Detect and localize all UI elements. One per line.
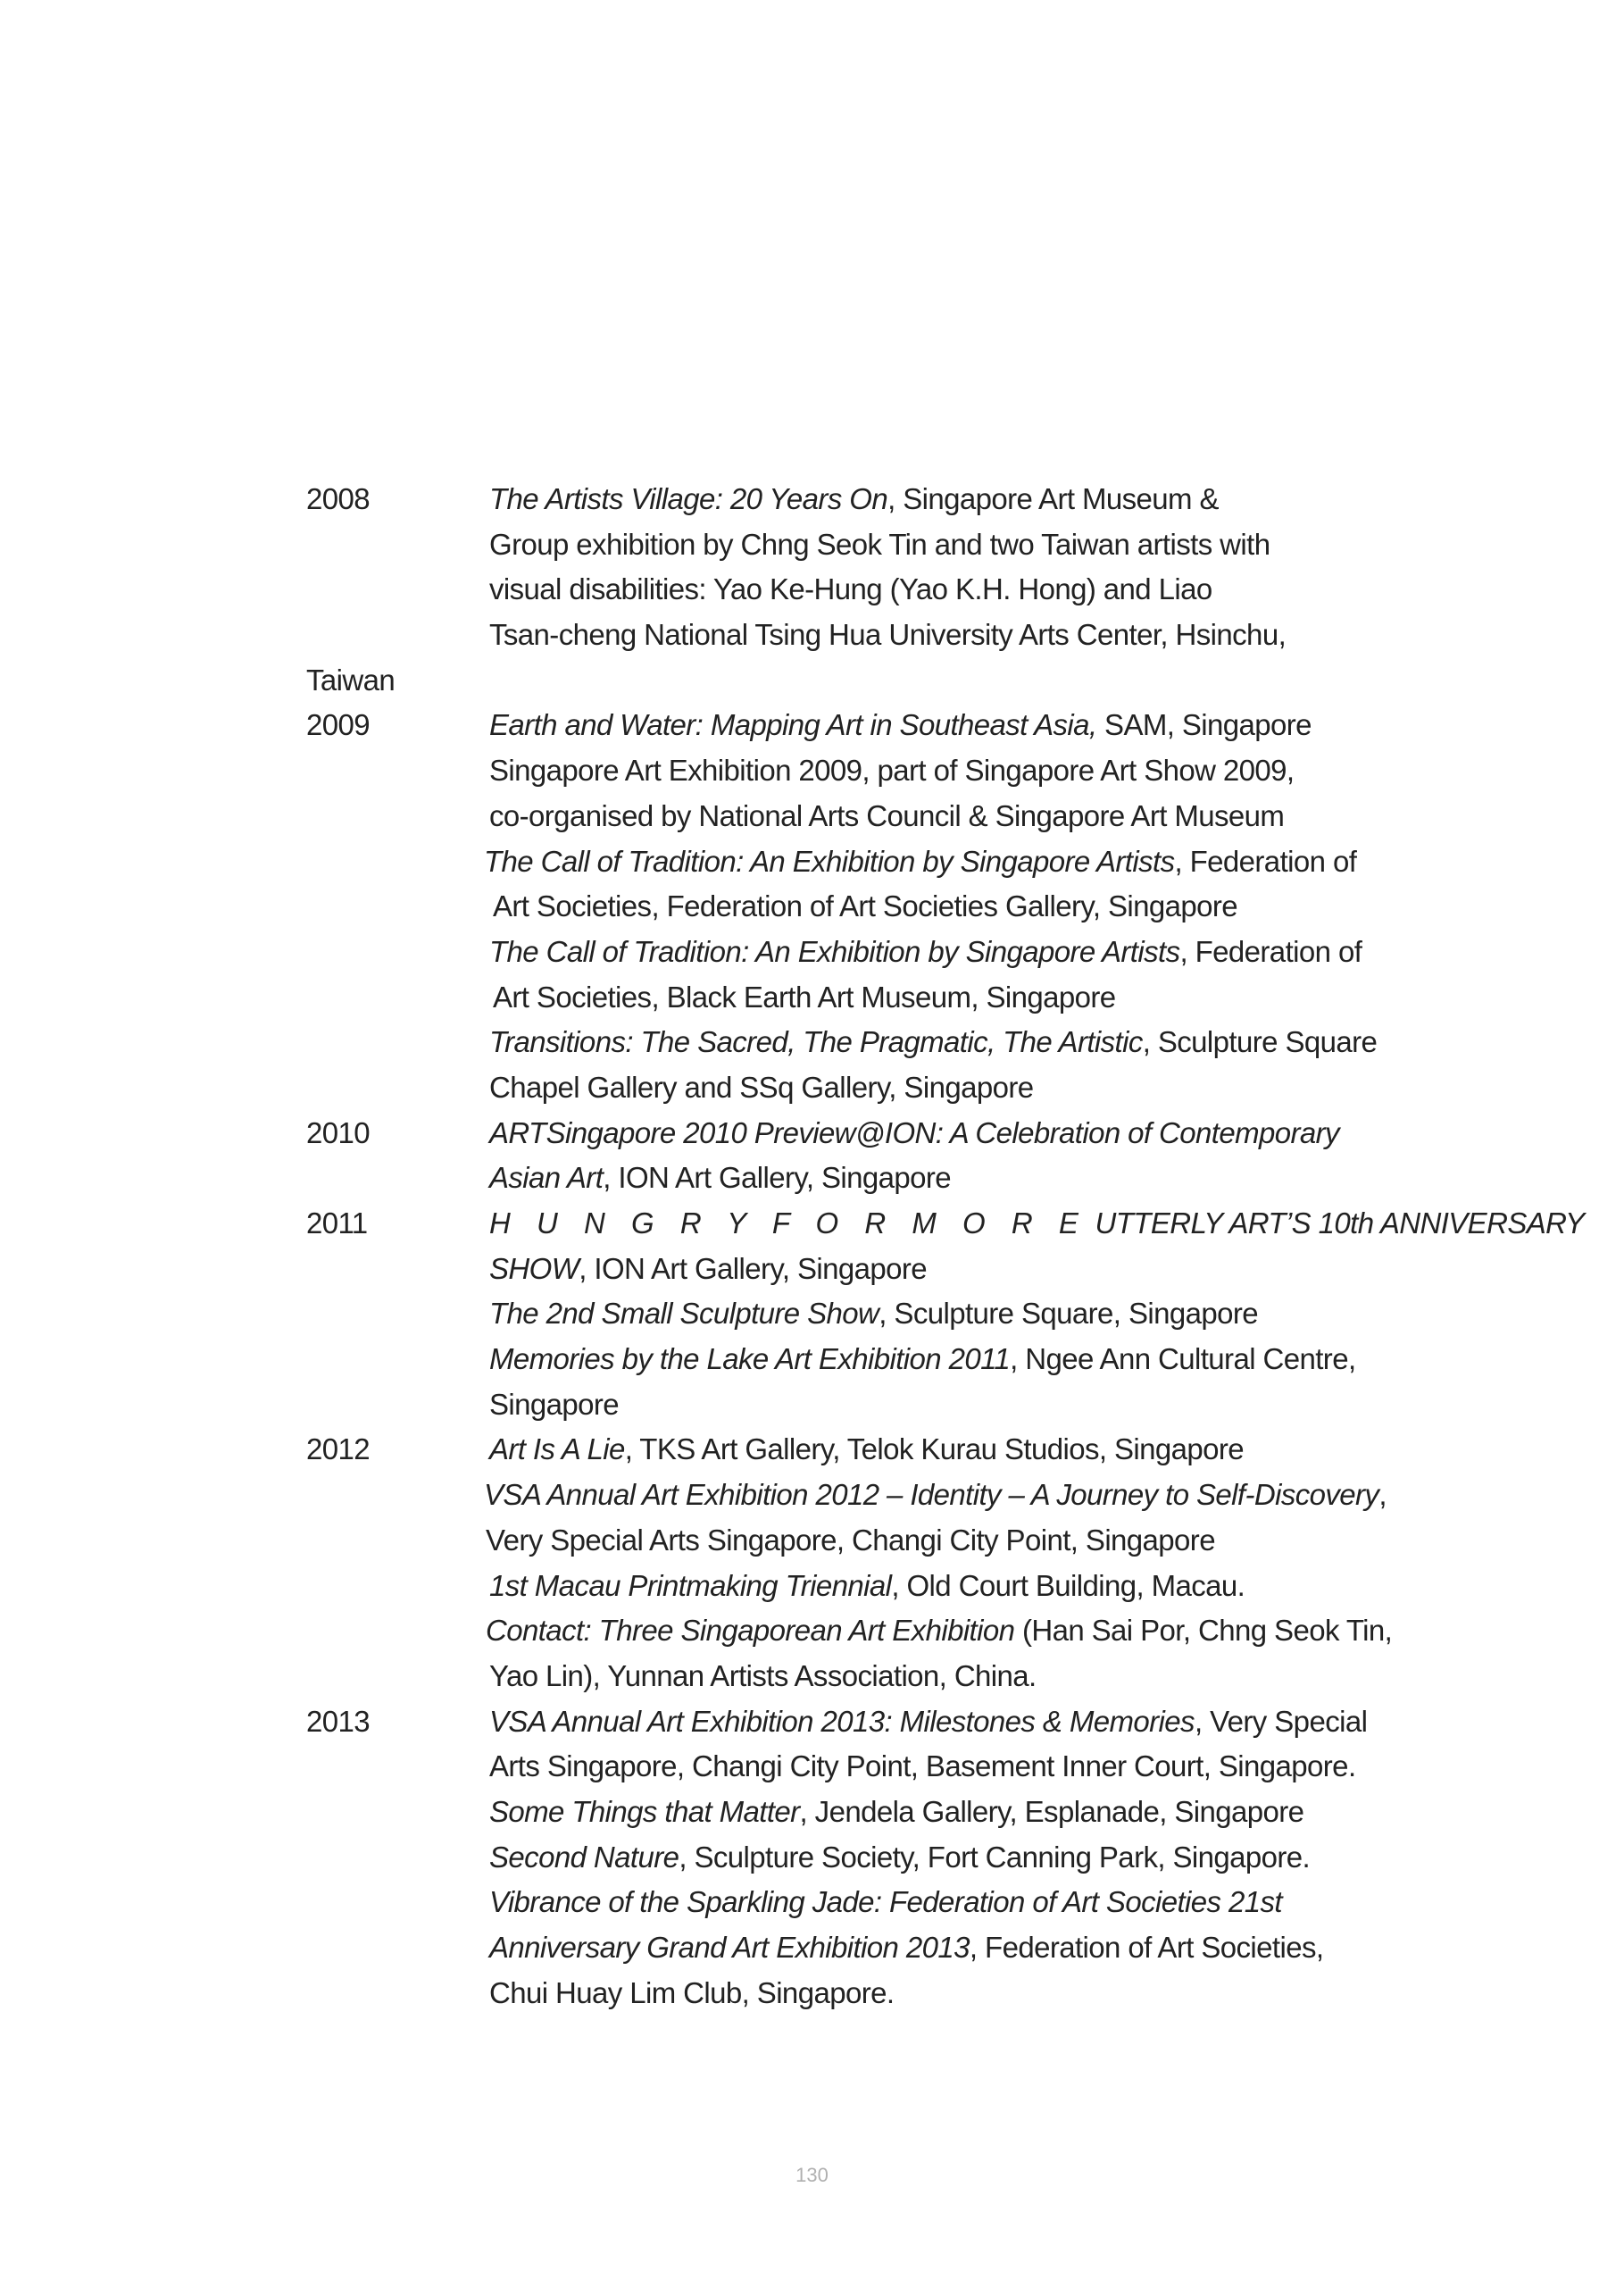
- exhibition-title: Contact: Three Singaporean Art Exhibition: [486, 1614, 1015, 1648]
- exhibition-title: The Call of Tradition: An Exhibition by Singapore Artists: [489, 934, 1180, 968]
- entry-text: [489, 1654, 1037, 1699]
- entry-text: [493, 884, 1237, 930]
- entry-text: [489, 1744, 1356, 1790]
- exhibition-details: Chui Huay Lim Club, Singapore.: [489, 1975, 895, 2009]
- entry-text: [489, 1020, 1377, 1065]
- exhibition-title: UTTERLY ART’S 10th ANNIVERSARY: [1087, 1206, 1585, 1240]
- cv-line: [0, 1608, 1624, 1654]
- year-label: 2009: [306, 708, 371, 742]
- entry-text: [489, 1382, 619, 1428]
- exhibition-title: H U N G R Y F O R M O R E: [489, 1206, 1087, 1240]
- entry-text: [489, 1971, 894, 2016]
- year-label: 2010: [306, 1115, 371, 1149]
- cv-line: [0, 703, 1624, 748]
- cv-line: [0, 1925, 1624, 1971]
- exhibition-details: , Sculpture Square, Singapore: [879, 1297, 1258, 1331]
- exhibition-title: Some Things that Matter: [489, 1794, 800, 1828]
- cv-line: [0, 1427, 1624, 1473]
- cv-line: [0, 1156, 1624, 1201]
- exhibition-details: ,: [1378, 1478, 1387, 1512]
- exhibition-title: The Call of Tradition: An Exhibition by Singapore Artists: [484, 844, 1175, 878]
- entry-text: [489, 703, 1312, 748]
- cv-line: [0, 1473, 1624, 1518]
- entry-text: [486, 1608, 1392, 1654]
- exhibition-title: Earth and Water: Mapping Art in Southeast Asia,: [489, 708, 1097, 742]
- cv-line: [0, 1518, 1624, 1564]
- cv-line: [0, 1835, 1624, 1881]
- exhibition-details: , Jendela Gallery, Esplanade, Singapore: [799, 1794, 1304, 1828]
- entry-text: [489, 567, 1212, 613]
- entry-text: [489, 1880, 1282, 1925]
- entry-text: [489, 1065, 1033, 1111]
- year-label: 2011: [306, 1206, 368, 1240]
- cv-line: [0, 522, 1624, 568]
- entry-text: [484, 1473, 1387, 1518]
- cv-line: [0, 1880, 1624, 1925]
- exhibition-details: , Ngee Ann Cultural Centre,: [1010, 1342, 1356, 1376]
- cv-line: [0, 658, 1624, 704]
- exhibition-details: , Sculpture Square: [1142, 1025, 1378, 1059]
- cv-line: [0, 839, 1624, 885]
- exhibition-title: SHOW: [489, 1251, 579, 1285]
- cv-line: [0, 1654, 1624, 1699]
- exhibition-details: , Federation of: [1179, 934, 1362, 968]
- exhibition-title: Art Is A Lie: [489, 1432, 625, 1466]
- exhibition-details: , TKS Art Gallery, Telok Kurau Studios, Singapore: [624, 1432, 1245, 1466]
- entry-text: [489, 1201, 1585, 1247]
- cv-line: [0, 748, 1624, 794]
- exhibition-title: Memories by the Lake Art Exhibition 2011: [489, 1342, 1011, 1376]
- exhibition-details: , Federation of: [1174, 844, 1357, 878]
- entry-text: [489, 1699, 1367, 1745]
- exhibition-title: VSA Annual Art Exhibition 2012 – Identity – A Journey to Self-Discovery: [484, 1478, 1379, 1512]
- cv-line: [0, 884, 1624, 930]
- exhibition-title: Asian Art: [489, 1161, 604, 1195]
- exhibition-title: Second Nature: [489, 1840, 679, 1874]
- entry-text: [486, 1518, 1215, 1564]
- exhibition-details: Art Societies, Federation of Art Societies Gallery, Singapore: [493, 889, 1238, 923]
- entry-text: [489, 477, 1219, 522]
- entry-text: [489, 1337, 1356, 1382]
- cv-line: [0, 794, 1624, 839]
- entry-text: [489, 1156, 951, 1201]
- page-number: 130: [795, 2164, 829, 2186]
- exhibition-title: 1st Macau Printmaking Triennial: [489, 1568, 892, 1602]
- cv-line: [0, 1111, 1624, 1156]
- exhibition-title: The Artists Village: 20 Years On: [489, 482, 888, 515]
- cv-line: [0, 567, 1624, 613]
- exhibition-details: (Han Sai Por, Chng Seok Tin,: [1014, 1614, 1393, 1648]
- exhibition-details: , Singapore Art Museum &: [887, 482, 1219, 515]
- entry-text: [489, 1111, 1339, 1156]
- exhibition-list: [0, 477, 1624, 2016]
- exhibition-details: Group exhibition by Chng Seok Tin and two Taiwan artists with: [489, 527, 1270, 561]
- cv-line: [0, 1699, 1624, 1745]
- cv-line: [0, 1247, 1624, 1292]
- cv-line: [0, 930, 1624, 975]
- exhibition-details: Art Societies, Black Earth Art Museum, Singapore: [493, 980, 1116, 1014]
- cv-line: [0, 1744, 1624, 1790]
- entry-text: [489, 1835, 1310, 1881]
- exhibition-details: Tsan-cheng National Tsing Hua University Arts Center, Hsinchu,: [489, 618, 1287, 652]
- entry-text: [484, 839, 1356, 885]
- exhibition-details: co-organised by National Arts Council & Singapore Art Museum: [489, 798, 1285, 832]
- exhibition-details: Very Special Arts Singapore, Changi City Point, Singapore: [486, 1523, 1215, 1557]
- exhibition-details: Singapore: [489, 1387, 620, 1421]
- exhibition-title: VSA Annual Art Exhibition 2013: Milestones & Memories: [489, 1704, 1195, 1738]
- entry-text: [489, 1925, 1323, 1971]
- exhibition-details: SAM, Singapore: [1096, 708, 1312, 742]
- entry-text: [489, 794, 1284, 839]
- entry-text: [489, 930, 1362, 975]
- entry-text: [489, 613, 1286, 658]
- exhibition-details: visual disabilities: Yao Ke-Hung (Yao K.H. Hong) and Liao: [489, 572, 1212, 606]
- exhibition-title: The 2nd Small Sculpture Show: [489, 1297, 879, 1331]
- entry-text: [489, 1247, 927, 1292]
- cv-line: [0, 1790, 1624, 1835]
- cv-line: [0, 477, 1624, 522]
- cv-line: [0, 1020, 1624, 1065]
- year-label: 2012: [306, 1432, 371, 1466]
- year-label: 2013: [306, 1704, 371, 1738]
- cv-line: [0, 1065, 1624, 1111]
- cv-line: [0, 1382, 1624, 1428]
- exhibition-title: Transitions: The Sacred, The Pragmatic, The Artistic: [489, 1025, 1143, 1059]
- cv-line: [0, 1291, 1624, 1337]
- entry-text: [489, 1427, 1244, 1473]
- exhibition-details: , Federation of Art Societies,: [969, 1931, 1324, 1964]
- entry-text: [489, 1564, 1245, 1609]
- entry-text: [493, 975, 1116, 1021]
- exhibition-details: , Very Special: [1194, 1704, 1368, 1738]
- exhibition-title: Vibrance of the Sparkling Jade: Federation of Art Societies 21st: [489, 1885, 1282, 1919]
- exhibition-details: Yao Lin), Yunnan Artists Association, China.: [489, 1658, 1037, 1692]
- entry-text: [489, 1790, 1303, 1835]
- cv-line: [0, 1971, 1624, 2016]
- entry-text: [489, 1291, 1258, 1337]
- cv-line: [0, 975, 1624, 1021]
- exhibition-details: Singapore Art Exhibition 2009, part of Singapore Art Show 2009,: [489, 754, 1295, 788]
- wrapped-text: Taiwan: [306, 663, 396, 697]
- cv-line: [0, 1337, 1624, 1382]
- cv-line: [0, 1564, 1624, 1609]
- exhibition-details: Chapel Gallery and SSq Gallery, Singapore: [489, 1070, 1034, 1104]
- exhibition-title: Anniversary Grand Art Exhibition 2013: [489, 1931, 970, 1964]
- entry-text: [489, 522, 1270, 568]
- exhibition-details: Arts Singapore, Changi City Point, Basement Inner Court, Singapore.: [489, 1749, 1356, 1783]
- exhibition-details: , Old Court Building, Macau.: [891, 1568, 1245, 1602]
- entry-text: [489, 748, 1295, 794]
- cv-line: [0, 613, 1624, 658]
- year-label: 2008: [306, 482, 371, 515]
- exhibition-title: ARTSingapore 2010 Preview@ION: A Celebration of Contemporary: [489, 1115, 1339, 1149]
- exhibition-details: , ION Art Gallery, Singapore: [603, 1161, 952, 1195]
- exhibition-details: , ION Art Gallery, Singapore: [579, 1251, 928, 1285]
- exhibition-details: , Sculpture Society, Fort Canning Park, Singapore.: [679, 1840, 1311, 1874]
- cv-line: [0, 1201, 1624, 1247]
